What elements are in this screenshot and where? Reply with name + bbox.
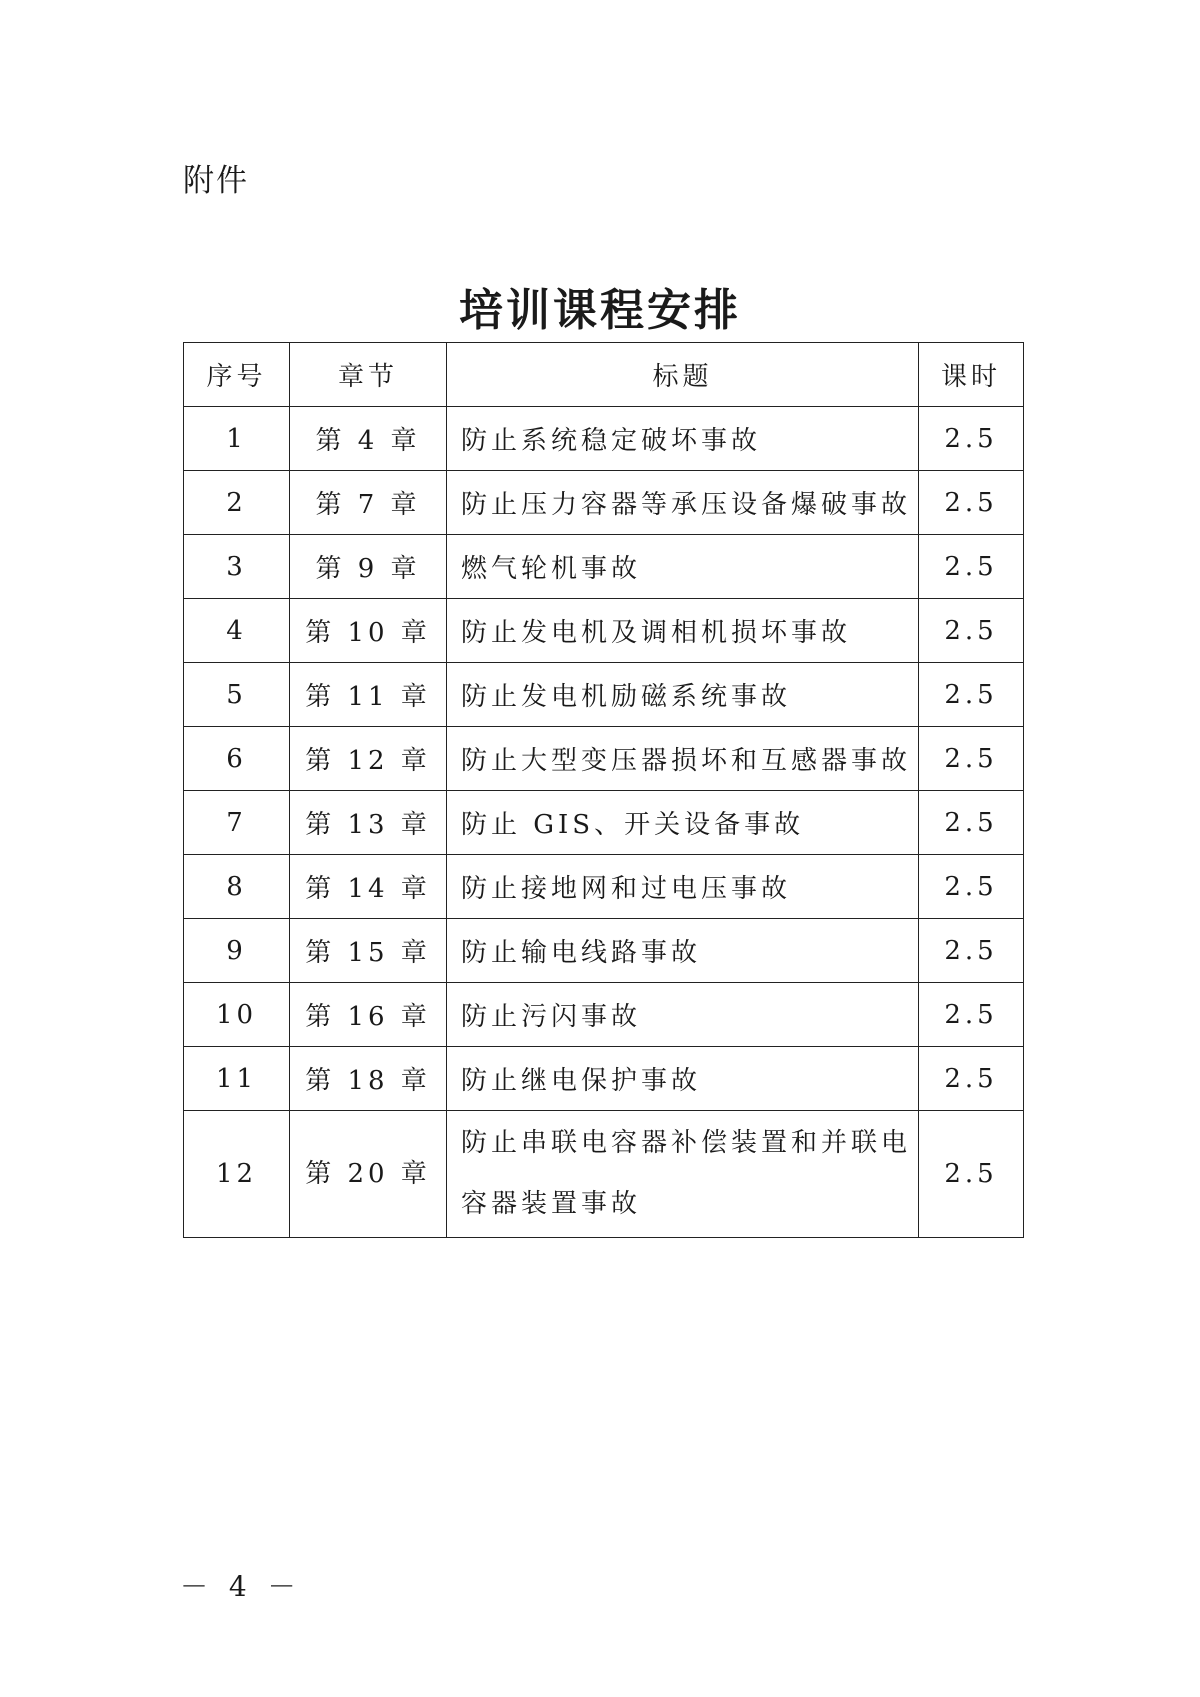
cell-title: 防止接地网和过电压事故 bbox=[447, 855, 919, 919]
cell-chapter: 第 16 章 bbox=[290, 983, 447, 1047]
cell-hours: 2.5 bbox=[919, 727, 1024, 791]
cell-chapter: 第 11 章 bbox=[290, 663, 447, 727]
cell-hours: 2.5 bbox=[919, 535, 1024, 599]
cell-no: 12 bbox=[184, 1111, 290, 1238]
table-row bbox=[184, 535, 1024, 599]
cell-title: 防止串联电容器补偿装置和并联电容器装置事故 bbox=[447, 1111, 919, 1238]
table-header-row bbox=[184, 343, 1024, 407]
cell-chapter: 第 14 章 bbox=[290, 855, 447, 919]
cell-no: 1 bbox=[184, 407, 290, 471]
cell-hours: 2.5 bbox=[919, 471, 1024, 535]
table-row bbox=[184, 1047, 1024, 1111]
cell-no: 11 bbox=[184, 1047, 290, 1111]
attachment-label: 附件 bbox=[183, 163, 249, 199]
cell-chapter: 第 4 章 bbox=[290, 407, 447, 471]
page-number: － 4 － bbox=[180, 1570, 302, 1603]
table-row bbox=[184, 1111, 1024, 1238]
header-chapter: 章节 bbox=[290, 343, 447, 407]
table-row bbox=[184, 727, 1024, 791]
cell-no: 9 bbox=[184, 919, 290, 983]
cell-hours: 2.5 bbox=[919, 919, 1024, 983]
cell-hours: 2.5 bbox=[919, 855, 1024, 919]
table-row bbox=[184, 919, 1024, 983]
header-title: 标题 bbox=[447, 343, 919, 407]
cell-hours: 2.5 bbox=[919, 1111, 1024, 1238]
header-no: 序号 bbox=[184, 343, 290, 407]
cell-hours: 2.5 bbox=[919, 983, 1024, 1047]
cell-title: 防止输电线路事故 bbox=[447, 919, 919, 983]
training-schedule-table bbox=[183, 342, 1024, 1238]
cell-title: 防止污闪事故 bbox=[447, 983, 919, 1047]
cell-no: 4 bbox=[184, 599, 290, 663]
cell-chapter: 第 15 章 bbox=[290, 919, 447, 983]
table-row bbox=[184, 407, 1024, 471]
table-row bbox=[184, 791, 1024, 855]
cell-title: 防止压力容器等承压设备爆破事故 bbox=[447, 471, 919, 535]
document-title: 培训课程安排 bbox=[459, 285, 741, 336]
cell-no: 8 bbox=[184, 855, 290, 919]
cell-title: 防止继电保护事故 bbox=[447, 1047, 919, 1111]
cell-chapter: 第 12 章 bbox=[290, 727, 447, 791]
table-row bbox=[184, 983, 1024, 1047]
cell-title: 防止 GIS、开关设备事故 bbox=[447, 791, 919, 855]
cell-hours: 2.5 bbox=[919, 663, 1024, 727]
table-row bbox=[184, 599, 1024, 663]
cell-title: 防止发电机及调相机损坏事故 bbox=[447, 599, 919, 663]
table-row bbox=[184, 663, 1024, 727]
cell-hours: 2.5 bbox=[919, 407, 1024, 471]
table-row bbox=[184, 855, 1024, 919]
cell-chapter: 第 10 章 bbox=[290, 599, 447, 663]
cell-no: 5 bbox=[184, 663, 290, 727]
cell-hours: 2.5 bbox=[919, 791, 1024, 855]
cell-title: 防止大型变压器损坏和互感器事故 bbox=[447, 727, 919, 791]
cell-hours: 2.5 bbox=[919, 1047, 1024, 1111]
cell-hours: 2.5 bbox=[919, 599, 1024, 663]
cell-title: 防止发电机励磁系统事故 bbox=[447, 663, 919, 727]
cell-no: 6 bbox=[184, 727, 290, 791]
cell-title: 燃气轮机事故 bbox=[447, 535, 919, 599]
cell-title: 防止系统稳定破坏事故 bbox=[447, 407, 919, 471]
cell-no: 3 bbox=[184, 535, 290, 599]
cell-chapter: 第 13 章 bbox=[290, 791, 447, 855]
header-hours: 课时 bbox=[919, 343, 1024, 407]
cell-no: 10 bbox=[184, 983, 290, 1047]
cell-no: 7 bbox=[184, 791, 290, 855]
cell-no: 2 bbox=[184, 471, 290, 535]
table-row bbox=[184, 471, 1024, 535]
cell-chapter: 第 7 章 bbox=[290, 471, 447, 535]
cell-chapter: 第 20 章 bbox=[290, 1111, 447, 1238]
cell-chapter: 第 18 章 bbox=[290, 1047, 447, 1111]
cell-chapter: 第 9 章 bbox=[290, 535, 447, 599]
